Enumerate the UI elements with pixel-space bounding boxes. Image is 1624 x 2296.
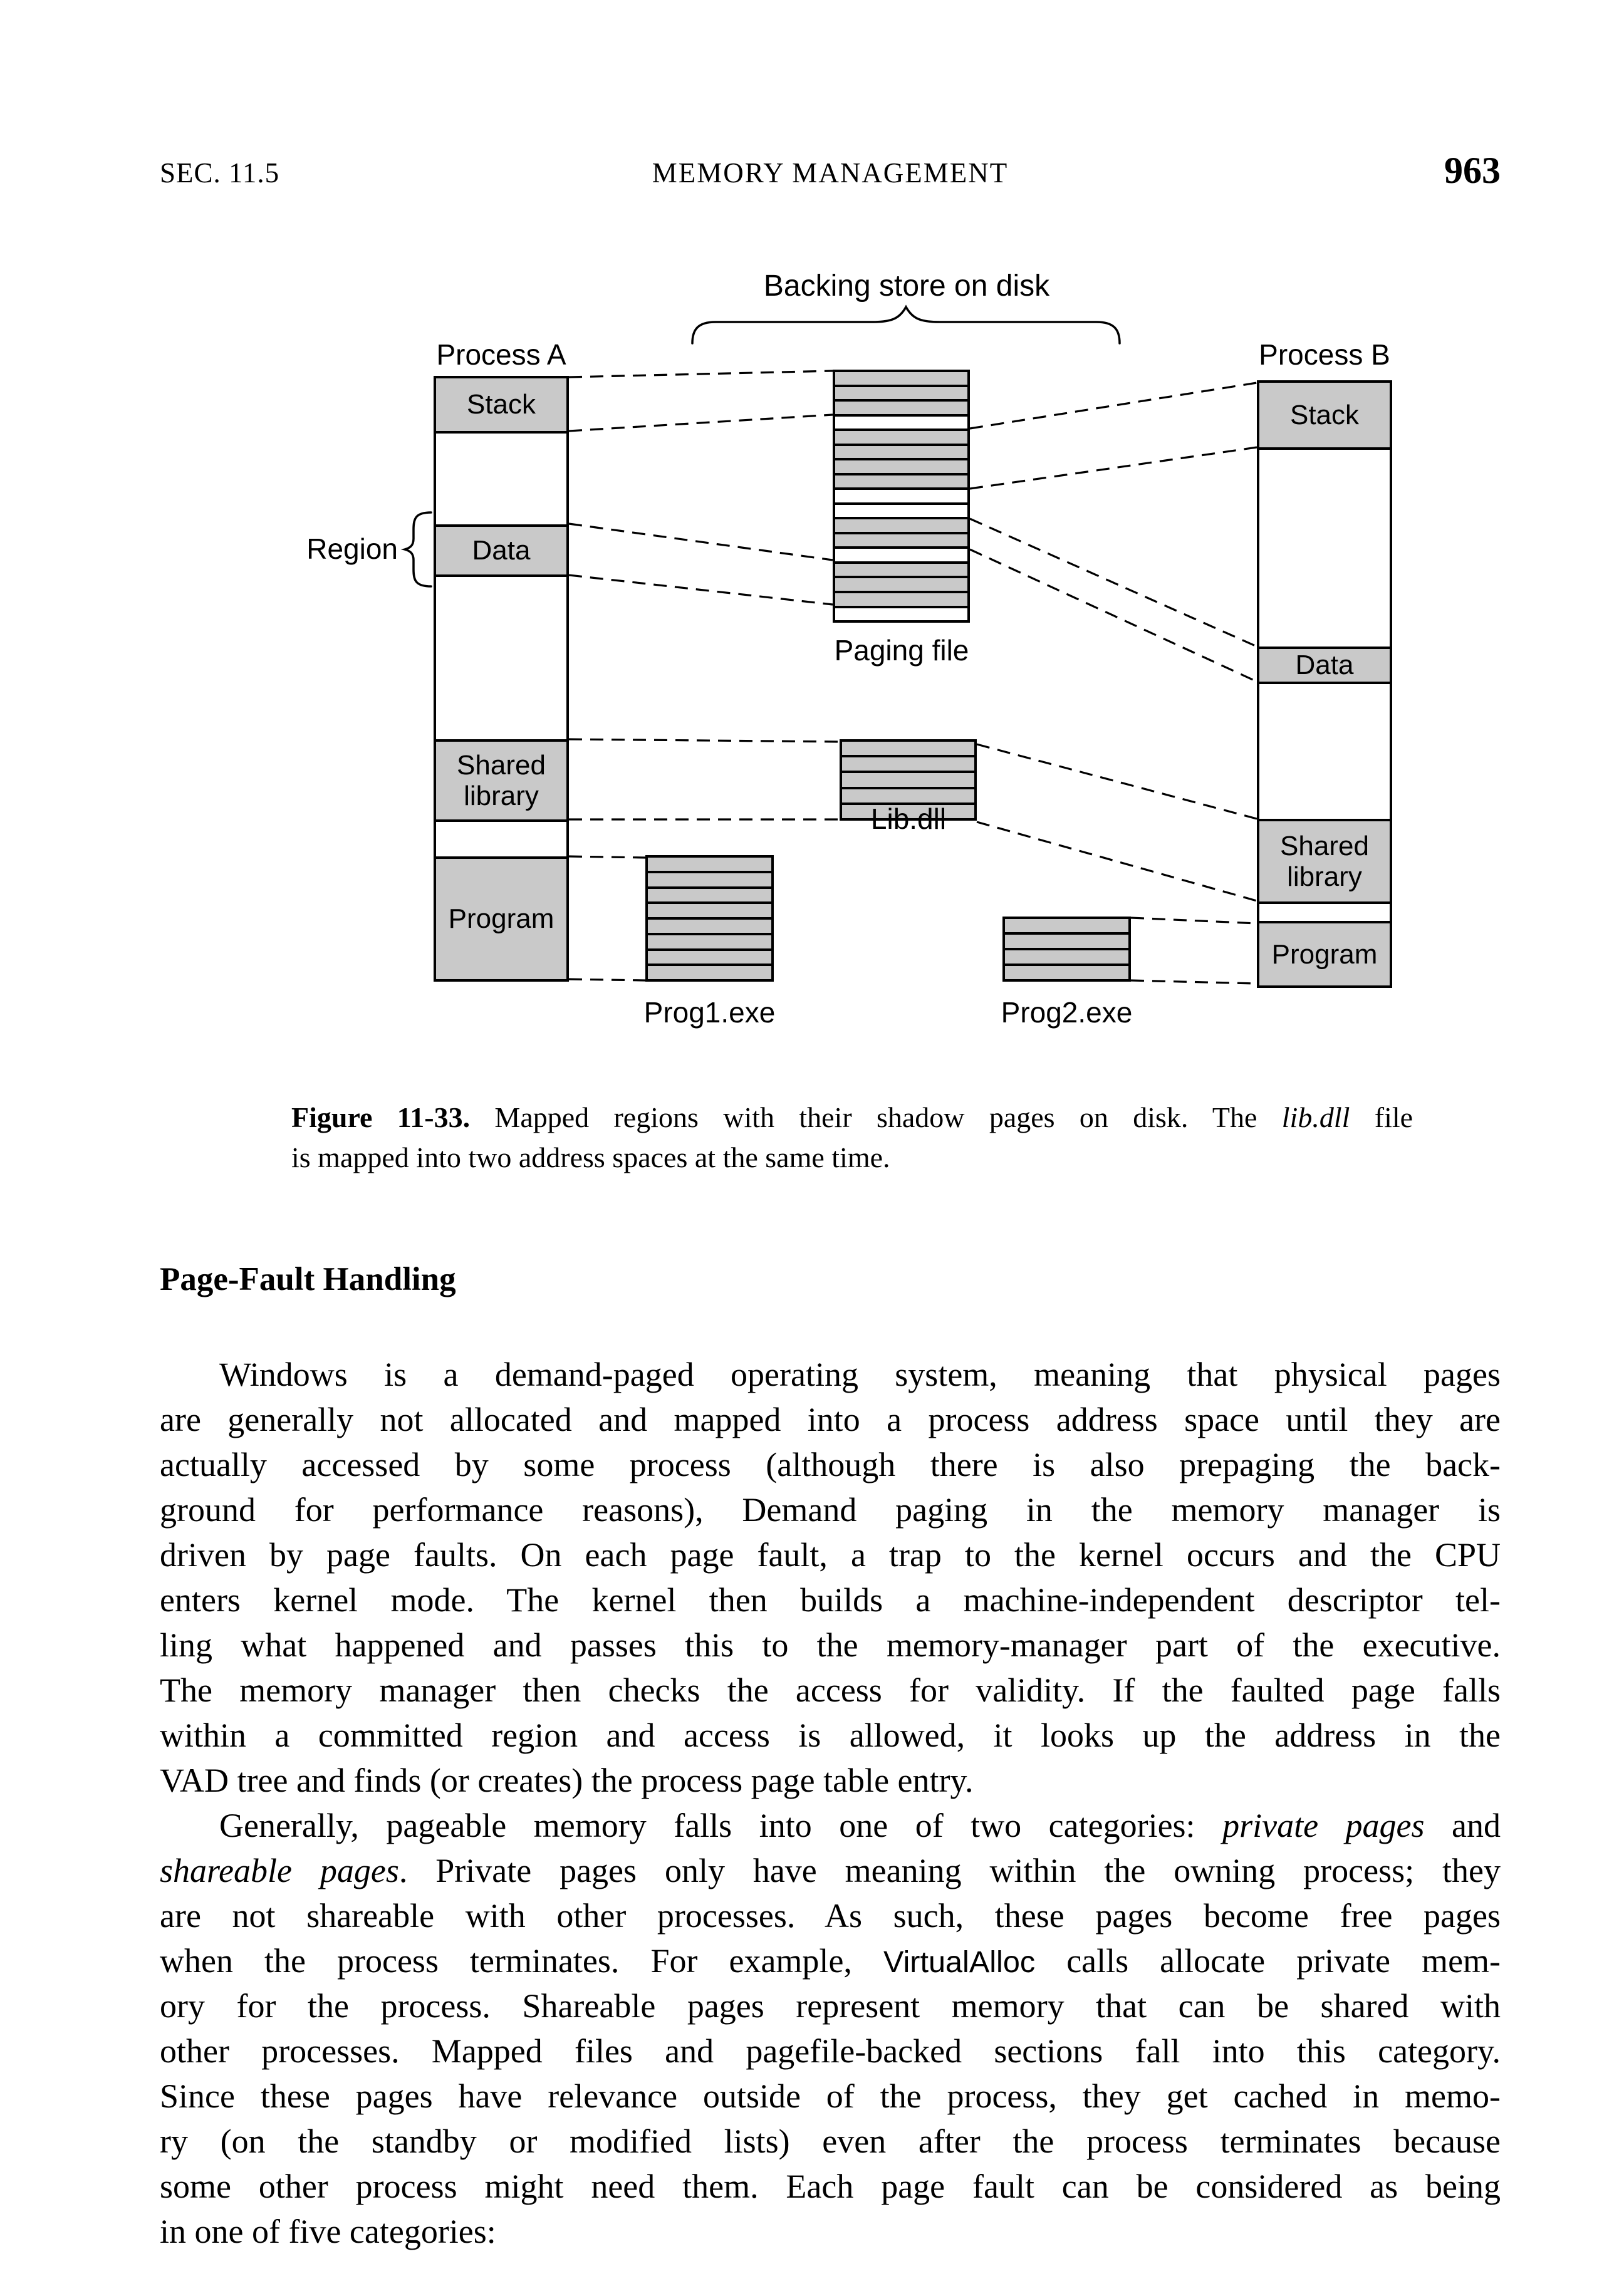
lib-dll-label: Lib.dll [870,803,947,835]
text-line: VAD tree and finds (or creates) the process page table entry. [160,1762,974,1799]
text-fragment-italic: private pages [1222,1807,1425,1844]
disk-page-stripe-free [835,505,967,520]
prog1-exe-label: Prog1.exe [643,996,776,1029]
figure-caption-line-2: is mapped into two address spaces at the same time. [291,1141,890,1173]
disk-page-stripe [835,446,967,461]
figure-caption-text: Mapped regions with their shadow pages on disk. The [494,1101,1257,1133]
disk-page-stripe [835,578,967,593]
backing-store-brace [692,307,1120,343]
prog2-exe-label: Prog2.exe [1001,996,1133,1029]
disk-page-stripe [842,742,974,757]
disk-page-stripe [648,935,771,951]
text-line: in one of five categories: [160,2213,496,2250]
text-fragment: when the process terminates. For example, [160,1942,852,1980]
disk-page-stripe-free [835,417,967,432]
text-line [160,1803,1501,1848]
page-number: 963 [1444,150,1501,191]
running-title: MEMORY MANAGEMENT [652,157,1009,189]
disk-page-stripe [648,858,771,873]
disk-page-stripe-free [835,549,967,564]
text-line: ling what happened and passes this to the memory-manager part of the executive. [160,1626,1501,1664]
paging-file-label: Paging file [834,634,969,667]
disk-page-stripe [835,534,967,549]
disk-page-stripe [835,431,967,446]
process-b-shared-library-block: Shared library [1259,819,1390,904]
disk-page-stripe [648,951,771,967]
text-fragment-italic: shareable pages [160,1852,399,1889]
text-line: ry (on the standby or modified lists) even after the process terminates because [160,2122,1501,2160]
text-line: Windows is a demand-paged operating system, meaning that physical pages [219,1356,1501,1393]
process-a-column [434,376,569,982]
process-a-data-block: Data [436,524,566,577]
disk-page-stripe [835,593,967,608]
figure-caption [291,1098,1413,1178]
disk-page-stripe [648,920,771,935]
disk-page-stripe [835,372,967,387]
text-line [160,1848,1501,1893]
disk-page-stripe [842,773,974,789]
paging-file-box [833,370,970,623]
disk-page-stripe [648,904,771,920]
disk-page-stripe [835,402,967,417]
figure-caption-italic: lib.dll [1281,1101,1350,1133]
figure-caption-line-1 [291,1098,1413,1138]
text-line [160,1938,1501,1983]
disk-page-stripe [835,564,967,579]
figure-11-33-diagram [0,0,1624,1103]
disk-page-stripe-free [835,608,967,621]
process-a-program-block: Program [436,856,566,979]
disk-page-stripe-free [835,490,967,505]
text-line: driven by page faults. On each page fault, a trap to the kernel occurs and the CPU [160,1536,1501,1574]
body-text [160,1352,1501,2254]
text-line: some other process might need them. Each page fault can be considered as being [160,2168,1501,2205]
paragraph-1 [160,1352,1501,1803]
disk-page-stripe [1005,950,1128,966]
text-line: are not shareable with other processes. As such, these pages become free pages [160,1897,1501,1935]
process-b-program-block: Program [1259,921,1390,985]
disk-page-stripe [842,757,974,773]
text-line: ground for performance reasons), Demand paging in the memory manager is [160,1491,1501,1529]
paragraph-2 [160,1803,1501,2254]
backing-store-label: Backing store on disk [763,269,1050,303]
process-b-column [1257,380,1392,988]
text-fragment: . Private pages only have meaning within the owning process; they [398,1852,1501,1889]
text-line: within a committed region and access is allowed, it looks up the address in the [160,1717,1501,1754]
process-b-data-block: Data [1259,647,1390,684]
region-brace [405,512,431,586]
disk-page-stripe [835,519,967,534]
text-line: actually accessed by some process (although there is also prepaging the back- [160,1446,1501,1483]
process-b-stack-block: Stack [1259,383,1390,450]
disk-page-stripe [1005,966,1128,979]
disk-page-stripe [648,873,771,889]
text-line: Since these pages have relevance outside of the process, they get cached in memo- [160,2077,1501,2115]
process-a-shared-library-block: Shared library [436,739,566,822]
api-name-text: VirtualAlloc [883,1945,1036,1979]
text-line: enters kernel mode. The kernel then builds a machine-independent descriptor tel- [160,1581,1501,1619]
text-line: ory for the process. Shareable pages represent memory that can be shared with [160,1987,1501,2025]
text-fragment: and [1452,1807,1501,1844]
process-a-label: Process A [436,338,566,371]
disk-page-stripe [648,966,771,979]
disk-page-stripe [648,889,771,905]
prog1-exe-box [645,855,774,982]
disk-page-stripe [835,460,967,475]
text-fragment: calls allocate private mem- [1066,1942,1501,1980]
text-line: are generally not allocated and mapped into a process address space until they are [160,1401,1501,1438]
disk-page-stripe [1005,935,1128,950]
section-heading: Page-Fault Handling [160,1261,456,1297]
process-a-stack-block: Stack [436,378,566,434]
region-label: Region [306,532,398,565]
process-b-label: Process B [1259,338,1390,371]
disk-page-stripe [835,387,967,402]
text-line: The memory manager then checks the access for validity. If the faulted page falls [160,1671,1501,1709]
disk-page-stripe [835,475,967,491]
text-line: other processes. Mapped files and pagefile-backed sections fall into this category. [160,2032,1501,2070]
figure-caption-text-end: file [1374,1101,1413,1133]
figure-caption-number: Figure 11-33. [291,1101,471,1133]
prog2-exe-box [1002,917,1131,982]
text-fragment: Generally, pageable memory falls into one of two categories: [219,1807,1195,1844]
disk-page-stripe [1005,919,1128,935]
section-number: SEC. 11.5 [160,157,280,189]
